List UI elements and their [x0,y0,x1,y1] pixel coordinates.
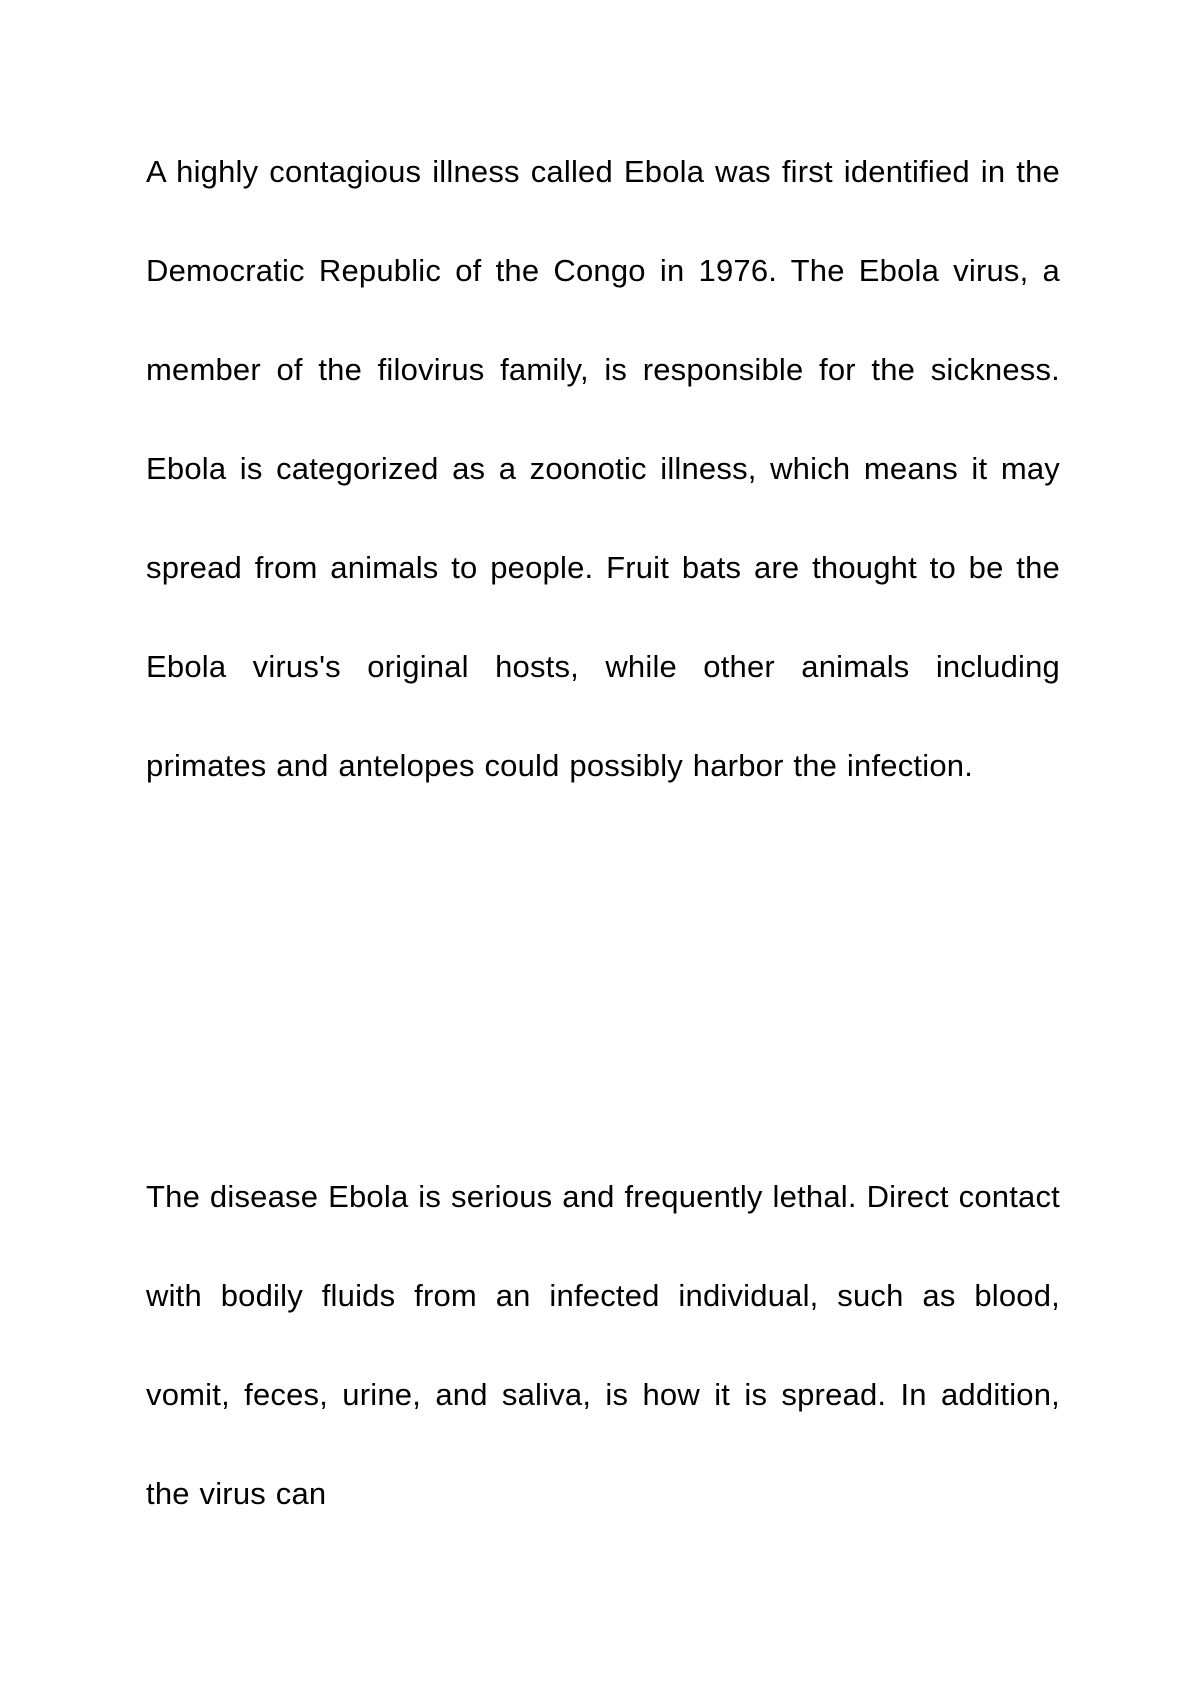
paragraph-ebola-transmission: The disease Ebola is serious and frequently lethal. Direct contact with bodily fluids from an infected individual, such as blood, vomit, feces, urine, and saliva, is how it is spread. In addition, the virus can [146,1179,1060,1511]
paragraph-ebola-origin: A highly contagious illness called Ebola was first identified in the Democratic Republic of the Congo in 1976. The Ebola virus, a member of the filovirus family, is responsible for the sickness. Ebola is categorized as a zoonotic illness, which means it may spread from animals to people. Fruit bats are thought to be the Ebola virus's original hosts, while other animals including primates and antelopes could possibly harbor the infection. [146,154,1060,783]
